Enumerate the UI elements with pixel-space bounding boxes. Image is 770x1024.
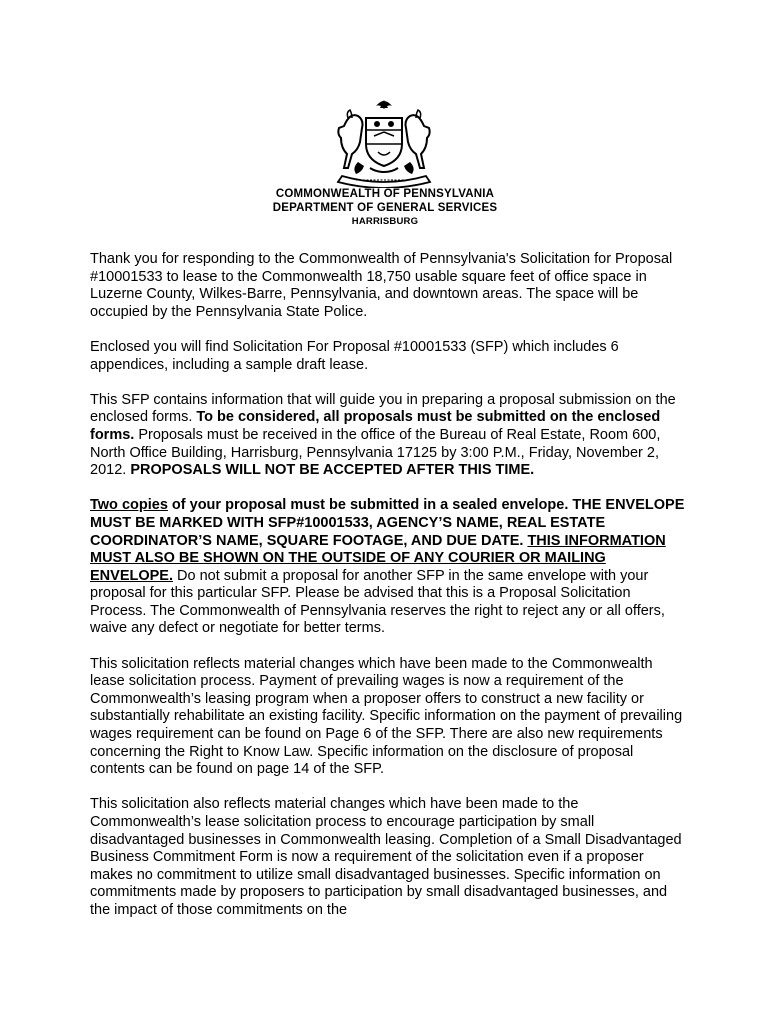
envelope-details: Do not submit a proposal for another SFP in the same envelope with your proposal for this particular SFP. Please be advised that this is a Proposal Solicitation Process. The Commonwealth of Pennsylvania reserves the right to reject any or all offers, waive any defect or negotiate for better terms. (90, 567, 665, 637)
letterhead-commonwealth: COMMONWEALTH OF PENNSYLVANIA (275, 188, 495, 200)
paragraph-envelope (90, 497, 690, 638)
courier-notice-underlined: THIS INFORMATION MUST ALSO BE SHOWN ON THE OUTSIDE OF ANY COURIER OR MAILING ENVELOPE. (90, 532, 666, 584)
instructions-deadline: Proposals must be received in the office of the Bureau of Real Estate, Room 600, North Office Building, Harrisburg, Pennsylvania 17125 by 3:00 P.M., Friday, November 2, 2012. (90, 426, 661, 479)
instructions-no-late-bold: PROPOSALS WILL NOT BE ACCEPTED AFTER THIS TIME. (130, 462, 535, 479)
letterhead-city: HARRISBURG (351, 216, 419, 227)
letter-body (90, 251, 690, 937)
paragraph-intro: Thank you for responding to the Commonwealth of Pennsylvania's Solicitation for Proposal #10001533 to lease to the Commonwealth 18,750 usable square feet of office space in Luzerne County, Wilkes-Barre, Pennsylvania, and downtown areas. The space will be occupied by the Pennsylvania State Police. (90, 251, 673, 320)
paragraph-enclosed: Enclosed you will find Solicitation For Proposal #10001533 (SFP) which includes 6 appendices, including a sample draft lease. (90, 338, 619, 373)
instructions-forms-bold: To be considered, all proposals must be submitted on the enclosed forms. (90, 409, 661, 443)
two-copies-underlined: Two copies (90, 497, 168, 514)
letterhead-department: DEPARTMENT OF GENERAL SERVICES (272, 202, 498, 214)
paragraph-instructions (90, 392, 690, 480)
paragraph-prevailing-wages: This solicitation reflects material changes which have been made to the Commonwealth lease solicitation process. Payment of prevailing wages is now a requirement of the Commonwealth’s leasing program when a proposer offers to construct a new facility or substantially rehabilitate an existing facility. Specific information on the payment of prevailing wages requirement can be found on Page 6 of the SFP. There are also new requirements concerning the Right to Know Law. Specific information on the disclosure of proposal contents can be found on page 14 of the SFP. (90, 655, 683, 778)
pennsylvania-coat-of-arms-icon (322, 96, 446, 188)
paragraph-disadvantaged-business: This solicitation also reflects material changes which have been made to the Commonwealth’s lease solicitation process to encourage participation by small disadvantaged businesses in Commonwealth leasing. Completion of a Small Disadvantaged Business Commitment Form is now a requirement of the solicitation even if a proposer makes no commitment to utilize small disadvantaged businesses. Specific information on commitments made by proposers to participation by small disadvantaged businesses, and the impact of those commitments on the (90, 796, 682, 918)
instructions-text: This SFP contains information that will guide you in preparing a proposal submission on the enclosed forms. (90, 391, 676, 426)
sealed-envelope-bold: of your proposal must be submitted in a sealed envelope (167, 497, 565, 514)
envelope-marking-bold: . THE ENVELOPE MUST BE MARKED WITH SFP#10001533, AGENCY’S NAME, REAL ESTATE COORDINATOR’S NAME, SQUARE FOOTAGE, AND DUE DATE. (90, 497, 685, 549)
